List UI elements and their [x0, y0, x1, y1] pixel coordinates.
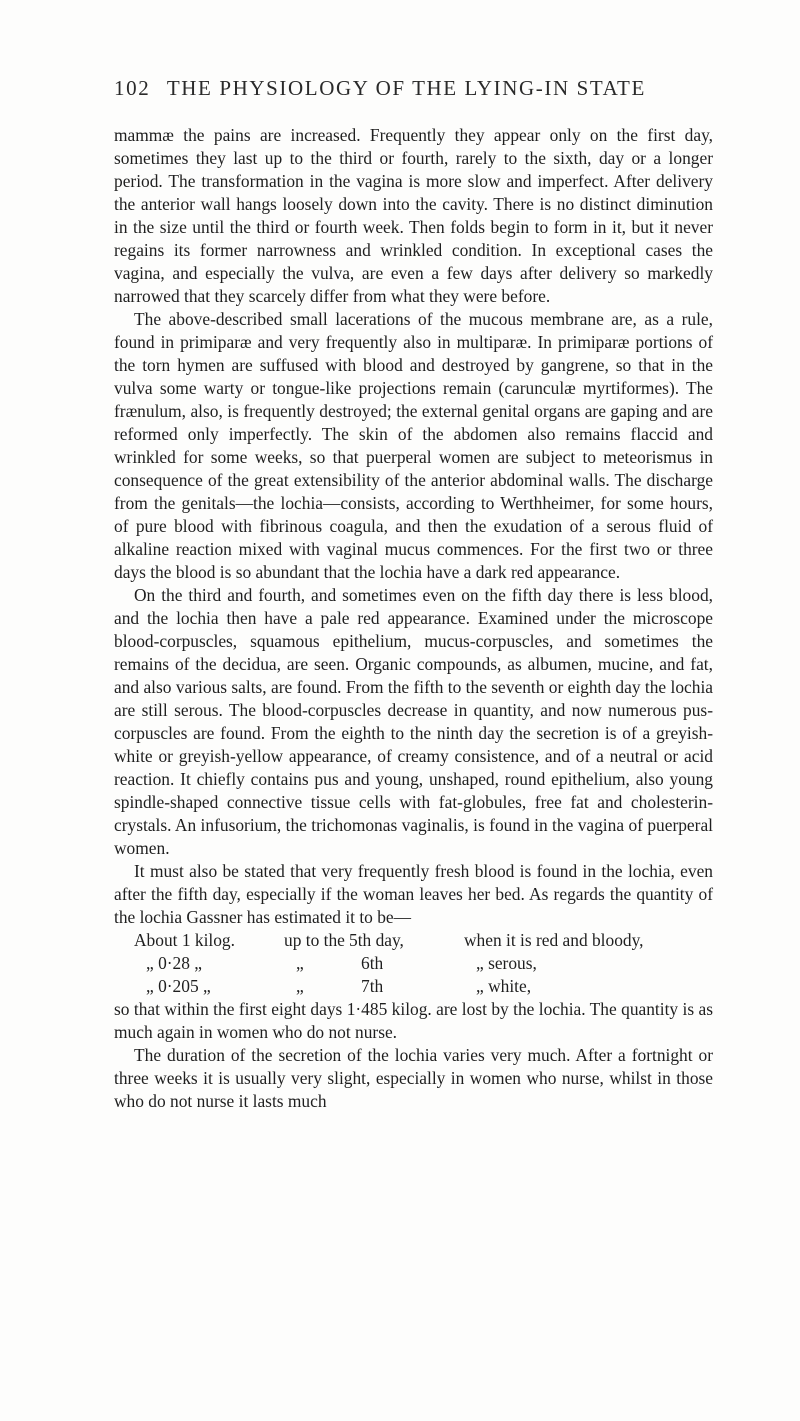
running-head: [114, 76, 714, 106]
body-text: [114, 124, 713, 1113]
paragraph-5: so that within the first eight days 1·485 kilog. are lost by the lochia. The quantity is as much again in women who do not nurse.: [114, 999, 713, 1042]
table-row: [134, 929, 713, 952]
paragraph-1: mammæ the pains are increased. Frequently they appear only on the first day, sometimes they last up to the third or fourth, rarely to the sixth, day or a longer period. The transformation in the vagina is more slow and imperfect. After delivery the anterior wall hangs loosely down into the cavity. There is no distinct diminution in the size until the third or fourth week. Then folds begin to form in it, but it never regains its former narrowness and wrinkled condition. In exceptional cases the vagina, and especially the vulva, are even a few days after delivery so markedly narrowed that they scarcely differ from what they were before.: [114, 125, 713, 306]
table-cell-day: 6th: [361, 953, 384, 973]
paragraph-6: The duration of the secretion of the lochia varies very much. After a fortnight or three weeks it is usually very slight, especially in women who nurse, whilst in those who do not nurse it lasts much: [114, 1045, 713, 1111]
table-cell-prep: „: [296, 953, 304, 973]
table-cell-amount: About 1 kilog.: [134, 930, 235, 950]
table-cell-prep: „: [296, 976, 304, 996]
table-cell-day: 7th: [361, 976, 384, 996]
page-number: 102: [114, 76, 151, 100]
table-row: [134, 975, 713, 998]
table-row: [134, 952, 713, 975]
table-cell-desc: when it is red and bloody,: [464, 930, 644, 950]
paragraph-4: It must also be stated that very frequently fresh blood is found in the lochia, even after the fifth day, especially if the woman leaves her bed. As regards the quantity of the lochia Gassner has estimated it to be—: [114, 861, 713, 927]
paragraph-2: The above-described small lacerations of the mucous membrane are, as a rule, found in primiparæ and very frequently also in multiparæ. In primiparæ portions of the torn hymen are suffused with blood and destroyed by gangrene, so that in the vulva some warty or tongue-like projections remain (carunculæ myrtiformes). The frænulum, also, is frequently destroyed; the external genital organs are gaping and are reformed only imperfectly. The skin of the abdomen also remains flaccid and wrinkled for some weeks, so that puerperal women are subject to meteorismus in consequence of the great extensibility of the anterior abdominal walls. The discharge from the genitals—the lochia—consists, according to Werthheimer, for some hours, of pure blood with fibrinous coagula, and then the exudation of a serous fluid of alkaline reaction mixed with vaginal mucus commences. For the first two or three days the blood is so abundant that the lochia have a dark red appearance.: [114, 309, 713, 582]
running-title: THE PHYSIOLOGY OF THE LYING-IN STATE: [166, 76, 646, 100]
table-cell-desc: „ white,: [476, 976, 532, 996]
paragraph-3: On the third and fourth, and sometimes even on the fifth day there is less blood, and the lochia then have a pale red appearance. Examined under the microscope blood-corpuscles, squamous epithelium, mucus-corpuscles, and sometimes the remains of the decidua, are seen. Organic compounds, as albumen, mucine, and fat, and also various salts, are found. From the fifth to the seventh or eighth day the lochia are still serous. The blood-corpuscles decrease in quantity, and now numerous pus-corpuscles are found. From the eighth to the ninth day the secretion is of a greyish-white or greyish-yellow appearance, of creamy consistence, and of a neutral or acid reaction. It chiefly contains pus and young, unshaped, round epithelium, also young spindle-shaped connective tissue cells with fat-globules, free fat and cholesterin-crystals. An infusorium, the trichomonas vaginalis, is found in the vagina of puerperal women.: [114, 585, 713, 858]
table-cell-amount: „ 0·28 „: [146, 953, 203, 973]
lochia-quantity-table: [114, 929, 713, 998]
table-cell-prep: up to the: [284, 930, 345, 950]
table-cell-desc: „ serous,: [476, 953, 537, 973]
table-cell-day: 5th day,: [349, 930, 404, 950]
table-cell-amount: „ 0·205 „: [146, 976, 211, 996]
